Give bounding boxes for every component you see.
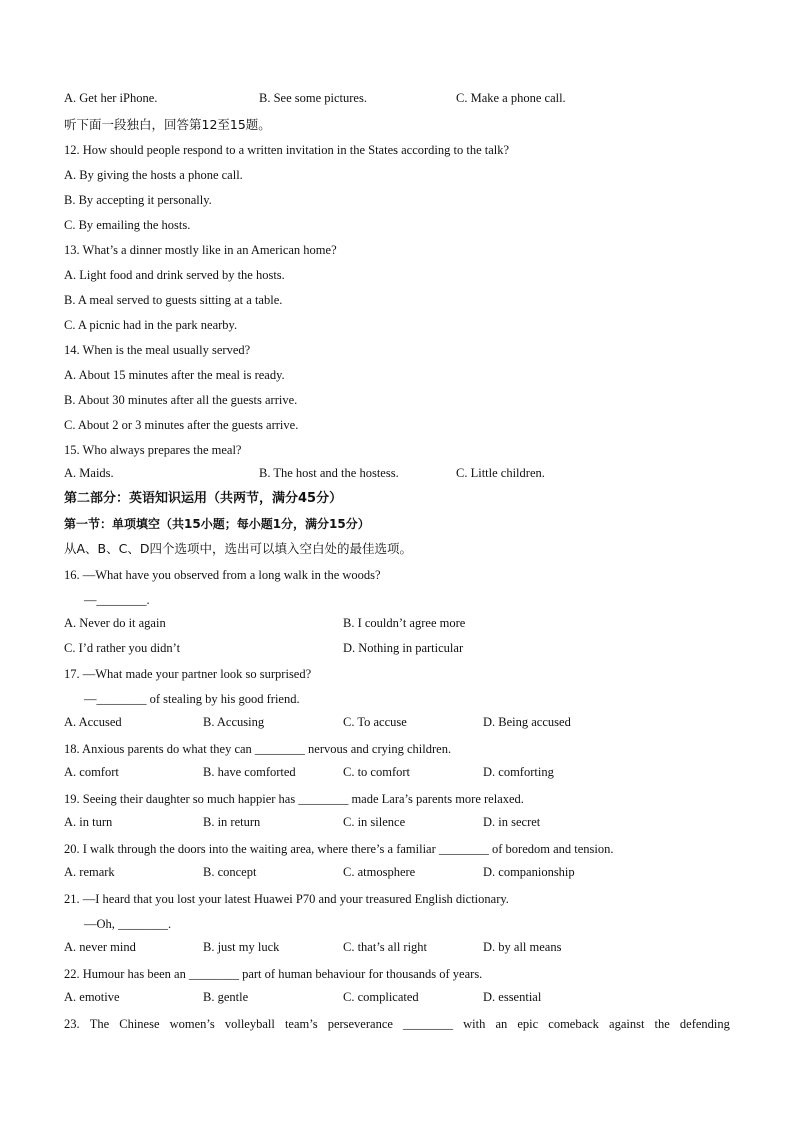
q16-option-c: C. I’d rather you didn’t (64, 641, 181, 655)
q23-word: with (463, 1017, 486, 1031)
q21-stem: 21. —I heard that you lost your latest Huawei P70 and your treasured English dictionary. (64, 892, 509, 906)
q14-stem: 14. When is the meal usually served? (64, 343, 251, 357)
q23-word: comeback (548, 1017, 599, 1031)
q17-option-a: A. Accused (64, 715, 122, 729)
q19-option-d: D. in secret (483, 815, 541, 829)
q22-stem: 22. Humour has been an ________ part of human behaviour for thousands of years. (64, 967, 483, 981)
q22-option-a: A. emotive (64, 990, 120, 1004)
q23-word: 23. (64, 1017, 80, 1031)
q11-option-c: C. Make a phone call. (456, 91, 566, 105)
q18-option-c: C. to comfort (343, 765, 411, 779)
q21-reply: —Oh, ________. (84, 917, 172, 931)
q15-option-c: C. Little children. (456, 466, 545, 480)
q14-option-b: B. About 30 minutes after all the guests arrive. (64, 393, 298, 407)
q23-word: against (609, 1017, 645, 1031)
q18-option-a: A. comfort (64, 765, 119, 779)
q23-word: The (89, 1017, 110, 1031)
q18-stem: 18. Anxious parents do what they can ________ nervous and crying children. (64, 742, 452, 756)
q19-option-a: A. in turn (64, 815, 113, 829)
q12-option-c: C. By emailing the hosts. (64, 218, 191, 232)
q18-option-d: D. comforting (483, 765, 554, 779)
q14-option-c: C. About 2 or 3 minutes after the guests arrive. (64, 418, 299, 432)
q15-stem: 15. Who always prepares the meal? (64, 443, 242, 457)
q23-stem (64, 1015, 730, 1033)
section1-title: 第一节：单项填空（共15小题；每小题1分，满分15分） (64, 517, 370, 531)
q15-option-a: A. Maids. (64, 466, 114, 480)
q20-stem: 20. I walk through the doors into the waiting area, where there’s a familiar ________ of boredom and tension. (64, 842, 614, 856)
q20-option-b: B. concept (203, 865, 257, 879)
q13-option-a: A. Light food and drink served by the hosts. (64, 268, 285, 282)
q17-option-b: B. Accusing (203, 715, 265, 729)
q17-option-d: D. Being accused (483, 715, 571, 729)
q21-option-c: C. that’s all right (343, 940, 428, 954)
q23-word: perseverance (327, 1017, 393, 1031)
section1-instruction: 从A、B、C、D四个选项中，选出可以填入空白处的最佳选项。 (64, 541, 412, 556)
q19-option-c: C. in silence (343, 815, 406, 829)
q20-option-d: D. companionship (483, 865, 575, 879)
q12-option-a: A. By giving the hosts a phone call. (64, 168, 243, 182)
q17-reply: —________ of stealing by his good friend. (84, 692, 300, 706)
q23-blank: ________ (403, 1017, 454, 1031)
q15-option-b: B. The host and the hostess. (259, 466, 399, 480)
q12-stem: 12. How should people respond to a written invitation in the States according to the talk? (64, 143, 510, 157)
q19-option-b: B. in return (203, 815, 261, 829)
q23-word: defending (679, 1017, 730, 1031)
q23-word: team’s (284, 1017, 318, 1031)
q23-word: epic (517, 1017, 539, 1031)
q11-option-b: B. See some pictures. (259, 91, 367, 105)
q22-option-b: B. gentle (203, 990, 249, 1004)
q17-option-c: C. To accuse (343, 715, 407, 729)
q18-option-b: B. have comforted (203, 765, 296, 779)
q21-option-b: B. just my luck (203, 940, 280, 954)
q19-stem: 19. Seeing their daughter so much happier has ________ made Lara’s parents more relaxed. (64, 792, 524, 806)
q14-option-a: A. About 15 minutes after the meal is ready. (64, 368, 285, 382)
q12-option-b: B. By accepting it personally. (64, 193, 212, 207)
q23-word: Chinese (119, 1017, 160, 1031)
q16-reply: —________. (84, 593, 150, 607)
q16-option-d: D. Nothing in particular (343, 641, 464, 655)
q22-option-d: D. essential (483, 990, 542, 1004)
q23-word: women’s (169, 1017, 215, 1031)
q23-word: the (654, 1017, 670, 1031)
q17-stem: 17. —What made your partner look so surprised? (64, 667, 312, 681)
q13-option-b: B. A meal served to guests sitting at a table. (64, 293, 283, 307)
q16-option-a: A. Never do it again (64, 616, 166, 630)
monologue-instruction: 听下面一段独白，回答第12至15题。 (64, 117, 271, 132)
q20-option-c: C. atmosphere (343, 865, 416, 879)
q16-stem: 16. —What have you observed from a long walk in the woods? (64, 568, 381, 582)
q21-option-a: A. never mind (64, 940, 136, 954)
part2-title: 第二部分：英语知识运用（共两节，满分45分） (64, 491, 343, 506)
q20-option-a: A. remark (64, 865, 115, 879)
q22-option-c: C. complicated (343, 990, 419, 1004)
q21-option-d: D. by all means (483, 940, 562, 954)
q13-option-c: C. A picnic had in the park nearby. (64, 318, 238, 332)
q16-option-b: B. I couldn’t agree more (343, 616, 466, 630)
q11-option-a: A. Get her iPhone. (64, 91, 158, 105)
q23-word: volleyball (224, 1017, 275, 1031)
q23-word: an (495, 1017, 508, 1031)
q13-stem: 13. What’s a dinner mostly like in an American home? (64, 243, 337, 257)
